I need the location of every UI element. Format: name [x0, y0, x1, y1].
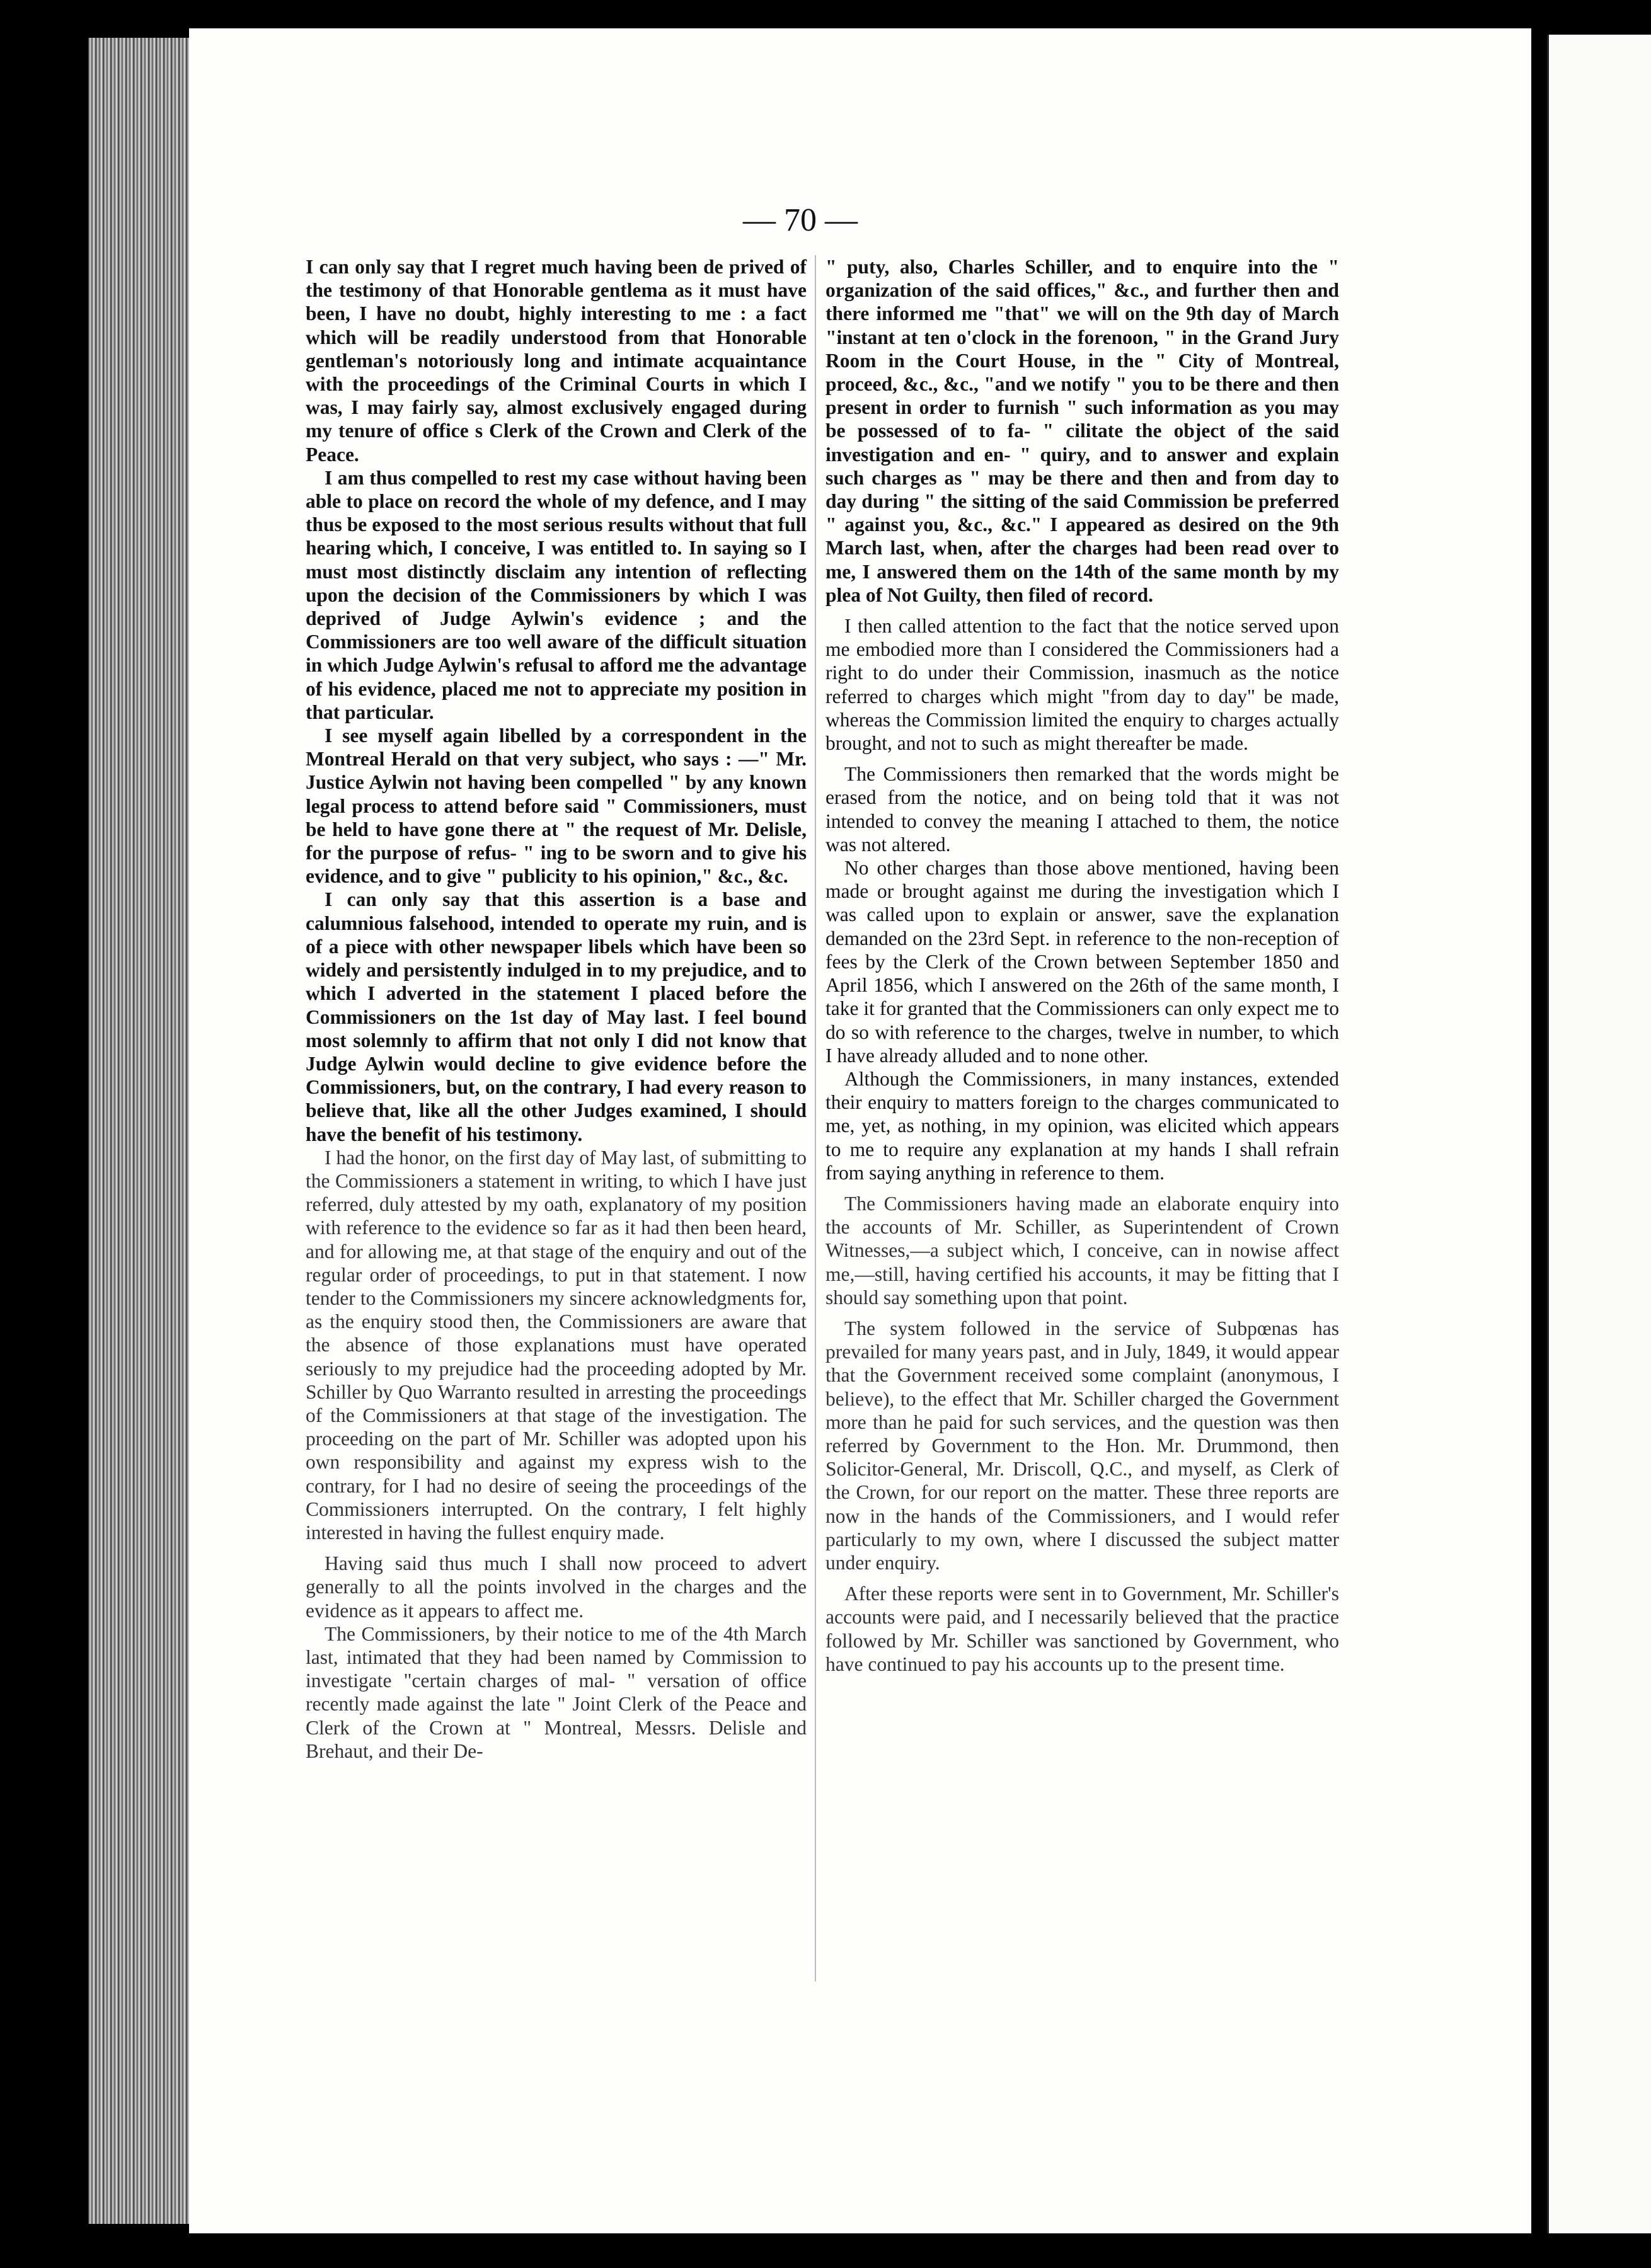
paragraph: After these reports were sent in to Government, Mr. Schiller's accounts were paid, and I necessarily believed that the practice followed by Mr. Schiller was sanctioned by Government, who have continued to pay his accounts up to the present time. [826, 1583, 1339, 1675]
paragraph: I had the honor, on the first day of May last, of submitting to the Commissioners a statement in writing, to which I have just referred, duly attested by my oath, explanatory of my position with reference to the evidence so far as it had then been heard, and for allowing me, at that stage of the enquiry and out of the regular order of proceedings, to put in that statement. I now tender to the Commissioners my sincere acknowledgments for, as the enquiry stood then, the Commissioners are aware that the absence of those explanations must have operated seriously to my prejudice had the proceeding adopted by Mr. Schiller by Quo Warranto resulted in arresting the proceedings of the Commissioners at that stage of the investigation. The proceeding on the part of Mr. Schiller was adopted upon his own responsibility and against my express wish to the contrary, for I had no desire of seeing the proceedings of the Commissioners interrupted. On the contrary, I felt highly interested in having the fullest enquiry made. [306, 1146, 807, 1544]
paragraph: The system followed in the service of Subpœnas has prevailed for many years past, and in July, 1849, it would appear that the Government received some complaint (anonymous, I believe), to the effect that Mr. Schiller charged the Government more than he paid for such services, and the question was then referred by Government to the Hon. Mr. Drummond, then Solicitor-General, Mr. Driscoll, Q.C., and myself, as Clerk of the Crown, for our report on the matter. These three reports are now in the hands of the Commissioners, and I would refer particularly to my own, where I discussed the subject matter under enquiry. [826, 1317, 1339, 1574]
paragraph: I can only say that this assertion is a base and calumnious falsehood, intended to operate my ruin, and is of a piece with other newspaper libels which have been so widely and persistently indulged in to my prejudice, and to which I adverted in the statement I placed before the Commissioners on the 1st day of May last. I feel bound most solemnly to affirm that not only I did not know that Judge Aylwin would decline to give evidence before the Commissioners, but, on the contrary, I had every reason to believe that, like all the other Judges examined, I should have the benefit of his testimony. [306, 888, 807, 1145]
paragraph: The Commissioners, by their notice to me of the 4th March last, intimated that they had been named by Commission to investigate "certain charges of mal- " versation of office recently made against the late " Joint Clerk of the Peace and Clerk of the Crown at " Montreal, Messrs. Delisle and Brehaut, and their De- [306, 1622, 807, 1762]
left-column [306, 255, 807, 1763]
paragraph: No other charges than those above mentioned, having been made or brought against me during the investigation which I was called upon to explain or answer, save the explanation demanded on the 23rd Sept. in reference to the non-reception of fees by the Clerk of the Crown between September 1850 and April 1856, which I answered on the 26th of the same month, I take it for granted that the Commissioners can only expect me to do so with reference to the charges, twelve in number, to which I have already alluded and to none other. [826, 857, 1339, 1067]
next-page-edge [1547, 35, 1651, 2233]
paragraph: The Commissioners having made an elaborate enquiry into the accounts of Mr. Schiller, as Superintendent of Crown Witnesses,—a subject which, I conceive, can in nowise affect me,—still, having certified his accounts, it may be fitting that I should say something upon that point. [826, 1192, 1339, 1309]
paragraph: I then called attention to the fact that the notice served upon me embodied more than I considered the Commissioners had a right to do under their Commission, inasmuch as the notice referred to charges which might "from day to day" be made, whereas the Commission limited the enquiry to charges actually brought, and not to such as might thereafter be made. [826, 615, 1339, 755]
right-column [826, 255, 1339, 1676]
paragraph: I see myself again libelled by a correspondent in the Montreal Herald on that very subject, who says : —" Mr. Justice Aylwin not having been compelled " by any known legal process to attend before said " Commissioners, must be held to have gone there at " the request of Mr. Delisle, for the purpose of refus- " ing to be sworn and to give his evidence, and to give " publicity to his opinion," &c., &c. [306, 724, 807, 888]
paragraph: I can only say that I regret much having been de prived of the testimony of that Honorable gentlema as it must have been, I have no doubt, highly interesting to me : a fact which will be readily understood from that Honorable gentleman's notoriously long and intimate acquaintance with the proceedings of the Criminal Courts in which I was, I may fairly say, almost exclusively engaged during my tenure of office s Clerk of the Crown and Clerk of the Peace. [306, 256, 807, 466]
column-divider [815, 255, 816, 1981]
paragraph: Having said thus much I shall now proceed to advert generally to all the points involved in the charges and the evidence as it appears to affect me. [306, 1552, 807, 1622]
page-edges [88, 38, 189, 2224]
paragraph: I am thus compelled to rest my case without having been able to place on record the whole of my defence, and I may thus be exposed to the most serious results without that full hearing which, I conceive, I was entitled to. In saying so I must most distinctly disclaim any intention of reflecting upon the decision of the Commissioners by which I was deprived of Judge Aylwin's evidence ; and the Commissioners are too well aware of the difficult situation in which Judge Aylwin's refusal to afford me the advantage of his evidence, placed me not to appreciate my position in that particular. [306, 466, 807, 723]
paragraph: " puty, also, Charles Schiller, and to enquire into the " organization of the said offices," &c., and further then and there informed me "that" we will on the 9th day of March "instant at ten o'clock in the forenoon, " in the Grand Jury Room in the Court House, in the " City of Montreal, proceed, &c., &c., "and we notify " you to be there and then present in order to furnish " such information as you may be possessed of to fa- " cilitate the object of the said investigation and en- " quiry, and to answer and explain such charges as " may be there and then and from day to day during " the sitting of the said Commission be preferred " against you, &c., &c." I appeared as desired on the 9th March last, when, after the charges had been read over to me, I answered them on the 14th of the same month by my plea of Not Guilty, then filed of record. [826, 256, 1339, 606]
page-number-header: — 70 — [743, 202, 858, 238]
paragraph: Although the Commissioners, in many instances, extended their enquiry to matters foreign to the charges communicated to me, yet, as nothing, in my opinion, was elicited which appears to me to require any explanation at my hands I shall refrain from saying anything in reference to them. [826, 1067, 1339, 1184]
paragraph: The Commissioners then remarked that the words might be erased from the notice, and on being told that it was not intended to convey the meaning I attached to them, the notice was not altered. [826, 763, 1339, 856]
